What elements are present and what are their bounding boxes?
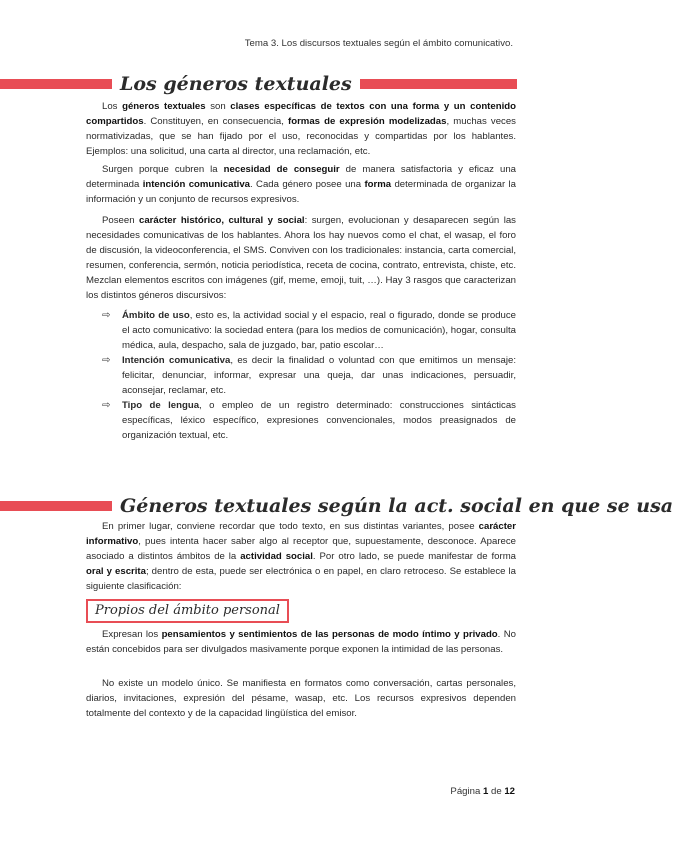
paragraph-definicion: Los géneros textuales son clases específicas de textos con una forma y un contenido compartidos. Constituyen, en consecuencia, formas de expresión modelizadas, muchas veces normativizadas, que se han fijado por el uso, reconocidas y compartidas por los hablantes. Ejemplos: una solicitud, una carta al director, una reclamación, etc. — [86, 101, 516, 157]
section-title: Géneros textuales según la act. social en que se usa — [112, 493, 681, 519]
subheading-ambito-personal: Propios del ámbito personal — [86, 599, 289, 623]
running-header: Tema 3. Los discursos textuales según el ámbito comunicativo. — [244, 38, 513, 49]
paragraph-modelo: No existe un modelo único. Se manifiesta en formatos como conversación, cartas personales, diarios, invitaciones, expresión del pésame, wasap, etc. Los recursos expresivos dependen totalmente del contexto y de la capacidad lingüística del emisor. — [86, 678, 516, 719]
list-item: ⇨ Intención comunicativa, es decir la finalidad o voluntad con que emitimos un mensaje: felicitar, denunciar, informar, expresar una queja, dar unas indicaciones, persuadir, aconsejar, reclamar, etc. — [102, 355, 516, 396]
paragraph-pensamientos: Expresan los pensamientos y sentimientos de las personas de modo íntimo y privado. No están concebidos para ser divulgados masivamente porque exponen la intimidad de las personas. — [86, 629, 516, 655]
arrow-right-icon: ⇨ — [102, 355, 111, 366]
paragraph-caracter-informativo: En primer lugar, conviene recordar que todo texto, en sus distintas variantes, posee carácter informativo, pues intenta hacer saber algo al receptor que, supuestamente, desconoce. Aparece asociado a distintos ámbitos de la actividad social. Por otro lado, se puede manifestar de forma oral y escrita; dentro de esta, puede ser electrónica o en papel, en claro retroceso. Se establece la siguiente clasificación: — [86, 521, 517, 592]
section-banner-generos — [0, 70, 599, 98]
page-number: Página 1 de 12 — [450, 786, 515, 797]
section-banner-act-social — [0, 492, 674, 520]
section-title: Los géneros textuales — [112, 71, 360, 97]
rasgos-list — [102, 308, 516, 443]
list-item: ⇨ Tipo de lengua, o empleo de un registro determinado: construcciones sintácticas específicas, léxico específico, expresiones convencionales, modos preasignados de organización textual, etc. — [102, 400, 516, 441]
arrow-right-icon: ⇨ — [102, 310, 111, 321]
paragraph-caracter: Poseen carácter histórico, cultural y social: surgen, evolucionan y desaparecen según las necesidades comunicativas de los hablantes. Ahora los hay nuevos como el chat, el wasap, el foro de discusión, la videoconferencia, el SMS. Conviven con los tradicionales: instancia, carta comercial, resumen, conferencia, sermón, noticia periodística, receta de cocina, contrato, entrevista, chiste, etc. Mezclan elementos escritos con imágenes (gif, meme, emoji, tuit, …). Hay 3 rasgos que caracterizan los distintos géneros discursivos: — [86, 215, 516, 301]
arrow-right-icon: ⇨ — [102, 400, 111, 411]
paragraph-intencion: Surgen porque cubren la necesidad de conseguir de manera satisfactoria y eficaz una determinada intención comunicativa. Cada género posee una forma determinada de organizar la información y un conjunto de recursos expresivos. — [86, 164, 516, 205]
list-item: ⇨ Ámbito de uso, esto es, la actividad social y el espacio, real o figurado, donde se produce el acto comunicativo: la sociedad entera (para los medios de comunicación), hogar, consulta médica, aula, despacho, sala de juzgado, bar, patio escolar… — [102, 310, 517, 351]
